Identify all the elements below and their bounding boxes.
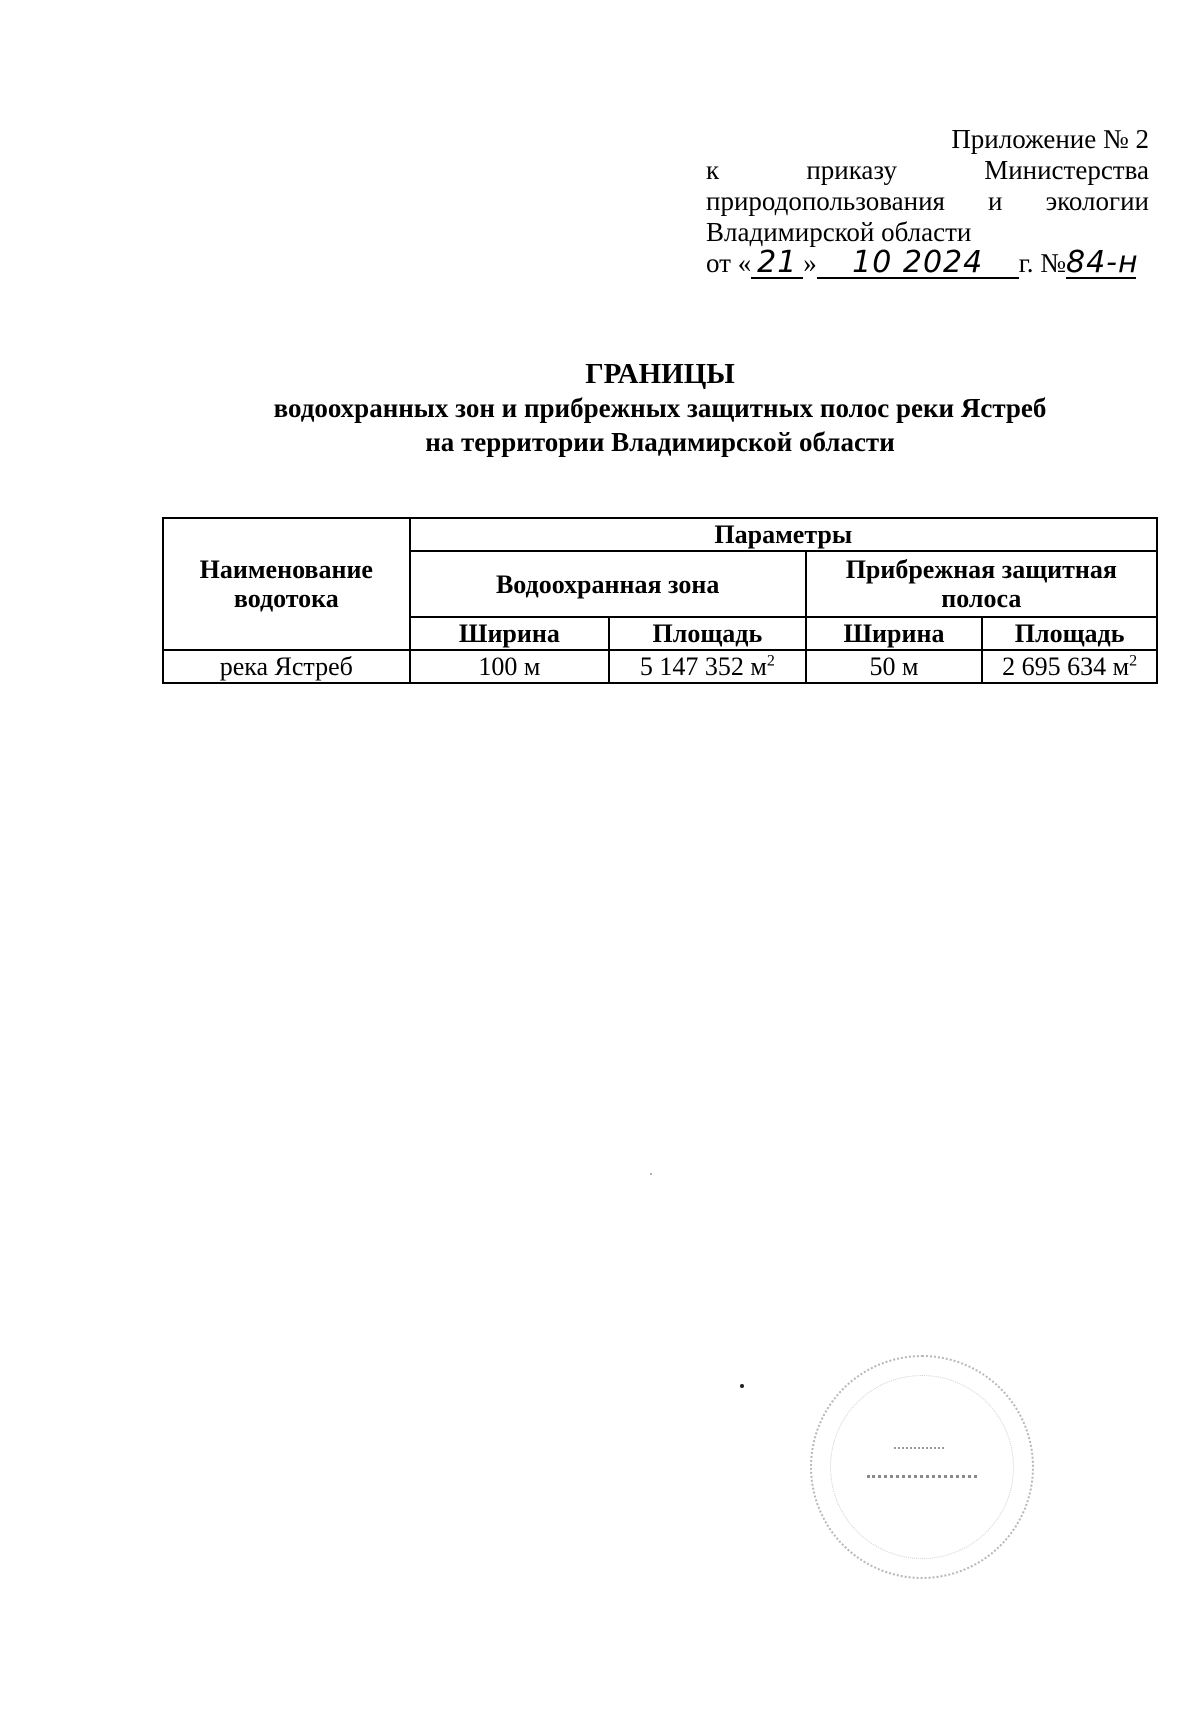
seal-inner-ring bbox=[830, 1375, 1014, 1559]
cell-strip-area: 2 695 634 $м^2$ bbox=[982, 650, 1157, 683]
page-title: ГРАНИЦЫ bbox=[585, 358, 735, 390]
header-zone-area: Площадь bbox=[609, 617, 806, 650]
table-row bbox=[163, 650, 1157, 683]
page-subtitle-2: на территории Владимирской области bbox=[425, 427, 895, 457]
date-prefix: от « bbox=[706, 248, 752, 278]
appendix-title: Приложение № 2 bbox=[951, 124, 1149, 154]
cell-zone-area: 5 147 352 $м^2$ bbox=[609, 650, 806, 683]
appendix-date-line bbox=[706, 245, 1149, 280]
appendix-line-3: Владимирской области bbox=[706, 217, 972, 247]
appendix-line-2: природопользования и экологии bbox=[706, 186, 1149, 216]
scan-speck bbox=[650, 1173, 652, 1175]
header-zone-width: Ширина bbox=[410, 617, 609, 650]
boundaries-table bbox=[162, 517, 1158, 684]
document-heading bbox=[0, 357, 1200, 459]
handwritten-month-year: 10 2024 bbox=[817, 249, 1019, 279]
page-subtitle-1: водоохранных зон и прибрежных защитных полос реки Ястреб bbox=[273, 393, 1047, 423]
header-watercourse-name: Наименование водотока bbox=[163, 518, 410, 650]
appendix-line-1: к приказу Министерства bbox=[706, 155, 1149, 185]
header-strip-width: Ширина bbox=[806, 617, 983, 650]
handwritten-day: 21 bbox=[751, 249, 803, 279]
faded-seal-stamp bbox=[810, 1355, 1034, 1579]
year-suffix: г. № bbox=[1018, 248, 1066, 278]
appendix-block bbox=[706, 124, 1149, 279]
handwritten-number: 84-н bbox=[1066, 245, 1139, 280]
cell-strip-width: 50 м bbox=[806, 650, 983, 683]
header-water-protection-zone: Водоохранная зона bbox=[410, 551, 806, 617]
header-strip-area: Площадь bbox=[982, 617, 1157, 650]
seal-mark bbox=[867, 1475, 977, 1486]
header-coastal-protective-strip: Прибрежная защитная полоса bbox=[806, 551, 1157, 617]
cell-watercourse-name: река Ястреб bbox=[163, 650, 410, 683]
cell-zone-width: 100 м bbox=[410, 650, 609, 683]
date-close: » bbox=[803, 248, 817, 278]
scan-speck bbox=[740, 1384, 744, 1388]
header-parameters: Параметры bbox=[410, 518, 1157, 551]
seal-mark bbox=[894, 1447, 944, 1457]
